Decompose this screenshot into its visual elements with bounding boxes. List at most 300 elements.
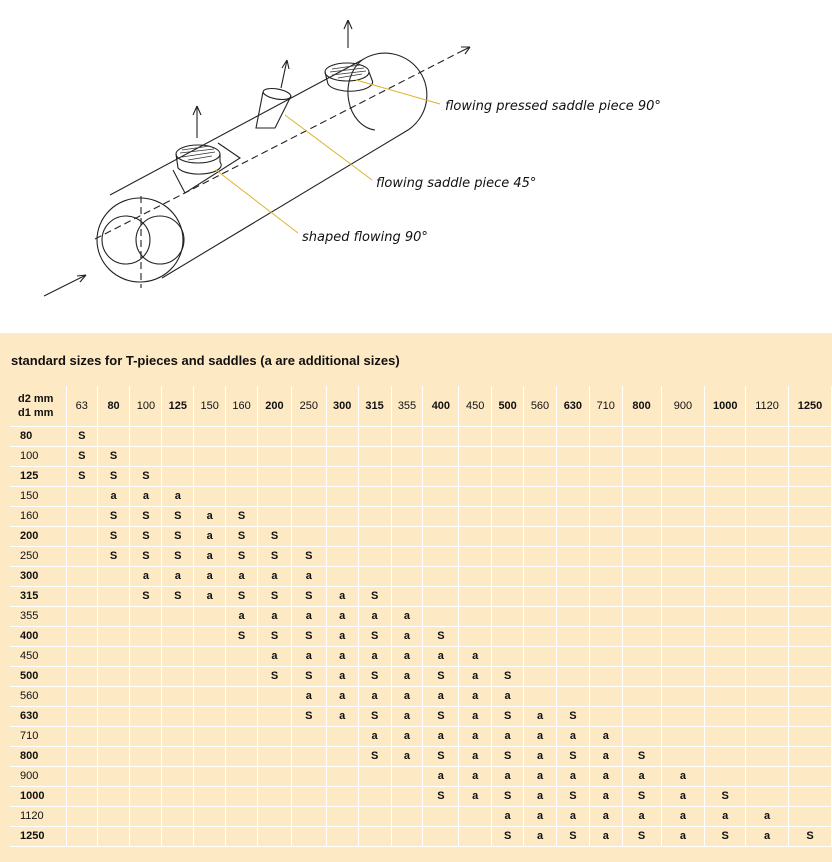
column-header: 63 <box>66 386 97 427</box>
table-cell <box>524 607 557 627</box>
table-cell <box>358 787 391 807</box>
table-cell <box>66 707 97 727</box>
table-cell: S <box>556 707 589 727</box>
table-cell <box>66 527 97 547</box>
table-cell: S <box>789 827 832 847</box>
table-cell: a <box>622 767 661 787</box>
table-cell: S <box>622 827 661 847</box>
table-cell <box>194 667 226 687</box>
table-cell <box>291 427 326 447</box>
table-cell <box>162 447 194 467</box>
table-cell: a <box>459 707 492 727</box>
table-cell <box>622 727 661 747</box>
table-cell <box>746 747 789 767</box>
table-cell <box>258 747 292 767</box>
table-cell <box>423 827 459 847</box>
table-cell: a <box>258 647 292 667</box>
table-cell <box>746 527 789 547</box>
table-cell <box>291 467 326 487</box>
table-cell <box>258 447 292 467</box>
table-cell <box>492 427 524 447</box>
table-cell <box>459 547 492 567</box>
table-cell <box>556 687 589 707</box>
table-cell <box>705 547 746 567</box>
table-cell <box>459 627 492 647</box>
table-cell: a <box>589 767 622 787</box>
table-cell <box>326 727 358 747</box>
table-cell <box>661 547 705 567</box>
table-cell: a <box>746 827 789 847</box>
table-cell <box>258 507 292 527</box>
table-cell <box>66 647 97 667</box>
table-title: standard sizes for T-pieces and saddles (a are additional sizes) <box>11 353 400 368</box>
table-cell: a <box>524 727 557 747</box>
table-cell: a <box>524 747 557 767</box>
table-cell <box>589 567 622 587</box>
table-cell <box>258 787 292 807</box>
table-cell <box>492 547 524 567</box>
table-cell <box>130 607 162 627</box>
table-cell: S <box>358 747 391 767</box>
table-cell <box>492 607 524 627</box>
table-cell <box>66 747 97 767</box>
table-cell: a <box>423 727 459 747</box>
table-cell <box>194 827 226 847</box>
table-cell: S <box>423 667 459 687</box>
table-cell <box>97 667 130 687</box>
table-cell <box>326 447 358 467</box>
table-cell <box>622 427 661 447</box>
table-cell <box>326 547 358 567</box>
table-cell <box>391 527 423 547</box>
table-cell: S <box>258 627 292 647</box>
column-header: 400 <box>423 386 459 427</box>
table-cell <box>162 687 194 707</box>
table-cell <box>789 807 832 827</box>
table-cell <box>524 567 557 587</box>
table-cell <box>97 627 130 647</box>
row-header: 800 <box>10 747 66 767</box>
table-cell <box>661 567 705 587</box>
table-cell: a <box>326 647 358 667</box>
table-cell <box>622 467 661 487</box>
table-cell <box>661 727 705 747</box>
saddle-45-fitting <box>256 92 291 128</box>
table-cell <box>130 707 162 727</box>
table-cell: a <box>194 587 226 607</box>
table-cell: S <box>130 547 162 567</box>
table-cell: S <box>258 527 292 547</box>
table-cell <box>226 427 258 447</box>
table-cell <box>492 567 524 587</box>
pipe-centre-axis <box>95 52 460 239</box>
table-cell <box>326 507 358 527</box>
table-cell <box>789 507 832 527</box>
table-cell <box>789 727 832 747</box>
table-cell <box>459 567 492 587</box>
table-cell: a <box>358 687 391 707</box>
table-cell <box>622 447 661 467</box>
table-cell: a <box>258 567 292 587</box>
table-cell <box>66 587 97 607</box>
table-cell: S <box>358 707 391 727</box>
table-cell: a <box>492 687 524 707</box>
table-cell <box>589 587 622 607</box>
table-cell <box>789 487 832 507</box>
table-cell <box>358 427 391 447</box>
table-cell <box>66 727 97 747</box>
table-cell <box>556 427 589 447</box>
table-cell: a <box>326 687 358 707</box>
table-cell <box>746 787 789 807</box>
table-cell <box>661 607 705 627</box>
shaped-flowing-fitting <box>173 143 240 193</box>
table-cell <box>589 627 622 647</box>
row-header: 630 <box>10 707 66 727</box>
table-cell: a <box>194 567 226 587</box>
table-cell <box>226 827 258 847</box>
table-cell <box>291 487 326 507</box>
table-cell: S <box>226 527 258 547</box>
row-header: 300 <box>10 567 66 587</box>
table-cell: a <box>326 607 358 627</box>
row-header: 450 <box>10 647 66 667</box>
table-cell: a <box>391 667 423 687</box>
table-cell <box>746 427 789 447</box>
table-cell <box>705 767 746 787</box>
table-cell <box>226 807 258 827</box>
table-cell <box>622 527 661 547</box>
table-cell <box>358 527 391 547</box>
table-cell: a <box>291 607 326 627</box>
table-cell <box>194 427 226 447</box>
table-cell: S <box>226 507 258 527</box>
table-cell <box>162 807 194 827</box>
table-cell <box>194 747 226 767</box>
table-cell: S <box>291 667 326 687</box>
table-cell <box>66 507 97 527</box>
table-cell <box>130 667 162 687</box>
table-row <box>10 627 832 647</box>
table-cell <box>97 567 130 587</box>
column-header: 200 <box>258 386 292 427</box>
table-cell <box>130 767 162 787</box>
table-cell: a <box>622 807 661 827</box>
table-cell <box>66 767 97 787</box>
table-cell <box>326 807 358 827</box>
table-cell: S <box>358 587 391 607</box>
table-cell <box>789 767 832 787</box>
table-cell <box>66 687 97 707</box>
table-cell <box>423 467 459 487</box>
table-cell <box>194 807 226 827</box>
table-cell <box>326 747 358 767</box>
table-cell: a <box>661 807 705 827</box>
table-cell <box>291 727 326 747</box>
table-cell <box>194 727 226 747</box>
table-cell <box>746 767 789 787</box>
table-row <box>10 647 832 667</box>
table-cell <box>589 687 622 707</box>
table-cell <box>459 527 492 547</box>
table-cell <box>556 527 589 547</box>
table-cell <box>258 487 292 507</box>
table-cell <box>130 647 162 667</box>
table-cell <box>130 827 162 847</box>
table-cell <box>391 467 423 487</box>
table-cell <box>459 447 492 467</box>
table-cell <box>789 447 832 467</box>
table-cell <box>326 767 358 787</box>
table-cell: S <box>291 587 326 607</box>
table-cell <box>622 607 661 627</box>
table-cell <box>705 707 746 727</box>
table-cell <box>130 427 162 447</box>
column-header: 80 <box>97 386 130 427</box>
table-row <box>10 467 832 487</box>
table-cell: S <box>291 627 326 647</box>
pipe-drawing <box>0 0 832 333</box>
table-cell <box>130 447 162 467</box>
table-cell <box>97 587 130 607</box>
column-header: 710 <box>589 386 622 427</box>
table-row <box>10 567 832 587</box>
table-cell <box>589 707 622 727</box>
table-cell: S <box>97 467 130 487</box>
table-cell: S <box>423 747 459 767</box>
table-cell <box>97 607 130 627</box>
table-cell <box>162 747 194 767</box>
table-row <box>10 487 832 507</box>
table-cell: S <box>130 587 162 607</box>
table-cell: S <box>97 547 130 567</box>
table-cell <box>556 587 589 607</box>
column-header: 500 <box>492 386 524 427</box>
table-cell: S <box>226 627 258 647</box>
table-cell <box>661 687 705 707</box>
row-header: 355 <box>10 607 66 627</box>
table-cell <box>423 527 459 547</box>
table-cell: S <box>492 667 524 687</box>
table-cell <box>391 507 423 527</box>
table-cell <box>556 667 589 687</box>
table-cell <box>746 687 789 707</box>
table-cell: S <box>130 507 162 527</box>
table-cell: a <box>358 647 391 667</box>
table-cell <box>705 627 746 647</box>
table-cell <box>556 647 589 667</box>
table-cell <box>589 547 622 567</box>
row-header: 160 <box>10 507 66 527</box>
column-header: 100 <box>130 386 162 427</box>
column-header: 160 <box>226 386 258 427</box>
table-cell <box>423 587 459 607</box>
table-row <box>10 767 832 787</box>
table-cell <box>746 627 789 647</box>
table-row <box>10 747 832 767</box>
d1-label: d1 mm <box>18 407 54 419</box>
row-header: 1120 <box>10 807 66 827</box>
table-cell <box>66 787 97 807</box>
table-cell <box>162 767 194 787</box>
table-cell: a <box>459 767 492 787</box>
table-cell: a <box>194 527 226 547</box>
table-cell <box>746 487 789 507</box>
table-cell: a <box>661 787 705 807</box>
table-cell <box>556 507 589 527</box>
table-cell <box>661 667 705 687</box>
table-cell: a <box>194 507 226 527</box>
row-header: 500 <box>10 667 66 687</box>
pipe-inner-circle-right <box>136 216 184 264</box>
table-cell <box>661 627 705 647</box>
table-cell <box>789 687 832 707</box>
table-cell: a <box>358 607 391 627</box>
table-cell: a <box>589 727 622 747</box>
column-header: 630 <box>556 386 589 427</box>
column-header: 300 <box>326 386 358 427</box>
table-cell <box>97 787 130 807</box>
table-cell <box>705 507 746 527</box>
table-cell <box>589 647 622 667</box>
size-table <box>10 386 832 847</box>
table-cell <box>705 487 746 507</box>
table-cell <box>789 467 832 487</box>
leader-shaped-flowing <box>216 170 298 233</box>
table-cell <box>746 507 789 527</box>
table-cell <box>194 707 226 727</box>
table-cell <box>492 527 524 547</box>
table-cell <box>423 507 459 527</box>
table-cell <box>358 487 391 507</box>
table-row <box>10 427 832 447</box>
table-cell <box>130 747 162 767</box>
table-cell <box>789 587 832 607</box>
table-cell: a <box>391 647 423 667</box>
column-header: 1000 <box>705 386 746 427</box>
table-cell <box>492 507 524 527</box>
table-cell <box>258 727 292 747</box>
table-cell <box>291 447 326 467</box>
table-cell <box>705 607 746 627</box>
table-cell <box>492 647 524 667</box>
table-cell <box>556 627 589 647</box>
table-cell <box>622 647 661 667</box>
column-header: 250 <box>291 386 326 427</box>
table-cell: a <box>391 687 423 707</box>
table-cell <box>622 667 661 687</box>
table-cell: a <box>391 707 423 727</box>
table-cell: a <box>459 727 492 747</box>
table-cell: a <box>459 667 492 687</box>
table-cell <box>556 547 589 567</box>
table-cell <box>97 687 130 707</box>
table-cell <box>130 627 162 647</box>
table-cell <box>622 507 661 527</box>
table-cell <box>326 487 358 507</box>
table-cell <box>66 807 97 827</box>
table-cell: S <box>492 827 524 847</box>
table-cell <box>661 467 705 487</box>
table-cell <box>556 487 589 507</box>
table-cell <box>258 427 292 447</box>
table-cell <box>226 487 258 507</box>
table-cell: a <box>162 567 194 587</box>
table-cell <box>789 427 832 447</box>
table-cell <box>746 587 789 607</box>
pipe-far-end <box>348 60 375 130</box>
table-cell <box>589 467 622 487</box>
table-cell <box>391 787 423 807</box>
table-cell <box>661 707 705 727</box>
table-cell <box>524 587 557 607</box>
table-cell <box>789 547 832 567</box>
row-header: 125 <box>10 467 66 487</box>
table-cell: a <box>492 727 524 747</box>
row-header: 710 <box>10 727 66 747</box>
table-cell <box>746 447 789 467</box>
table-cell <box>326 567 358 587</box>
table-cell: a <box>130 567 162 587</box>
table-cell <box>162 627 194 647</box>
table-row <box>10 827 832 847</box>
size-table-panel <box>0 333 832 862</box>
column-header: 125 <box>162 386 194 427</box>
table-cell <box>162 787 194 807</box>
table-body <box>10 427 832 847</box>
table-cell <box>789 527 832 547</box>
table-cell <box>226 707 258 727</box>
table-cell <box>423 487 459 507</box>
table-cell: a <box>661 827 705 847</box>
table-cell <box>746 567 789 587</box>
table-cell <box>746 547 789 567</box>
table-cell <box>226 747 258 767</box>
table-cell <box>459 827 492 847</box>
table-cell <box>622 547 661 567</box>
table-cell <box>66 627 97 647</box>
table-cell <box>358 567 391 587</box>
row-header: 150 <box>10 487 66 507</box>
table-cell <box>661 427 705 447</box>
table-cell <box>705 727 746 747</box>
table-cell: a <box>459 787 492 807</box>
table-cell: S <box>97 447 130 467</box>
table-cell <box>291 527 326 547</box>
table-cell: S <box>705 827 746 847</box>
table-cell <box>326 787 358 807</box>
table-cell <box>194 647 226 667</box>
table-row <box>10 787 832 807</box>
table-cell <box>326 467 358 487</box>
table-cell: a <box>589 827 622 847</box>
table-cell <box>66 667 97 687</box>
table-row <box>10 667 832 687</box>
table-cell <box>524 527 557 547</box>
column-header: 450 <box>459 386 492 427</box>
table-row <box>10 507 832 527</box>
table-cell: a <box>423 687 459 707</box>
table-cell <box>423 427 459 447</box>
label-pressed-saddle: flowing pressed saddle piece 90° <box>445 99 661 114</box>
table-cell <box>705 527 746 547</box>
table-cell: a <box>423 767 459 787</box>
table-cell <box>789 707 832 727</box>
table-cell: S <box>291 707 326 727</box>
table-cell <box>97 727 130 747</box>
table-cell <box>194 627 226 647</box>
d2-label: d2 mm <box>18 393 54 405</box>
